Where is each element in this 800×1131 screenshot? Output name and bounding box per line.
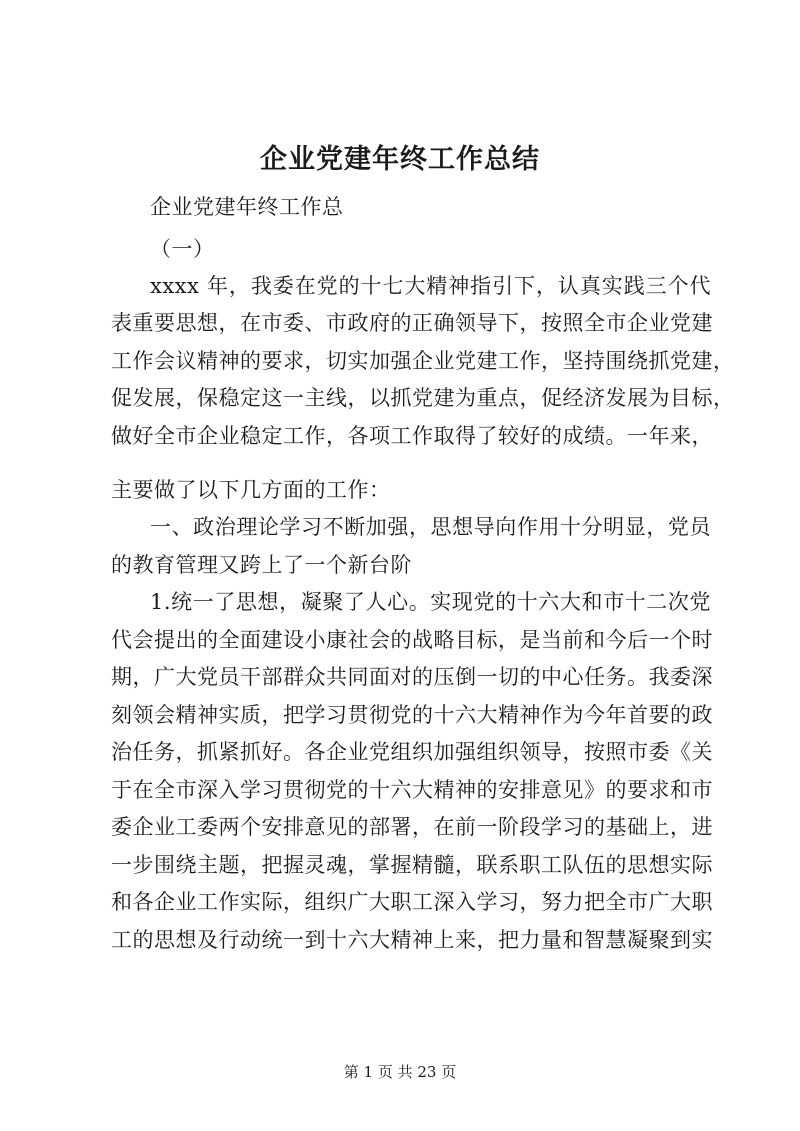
page-indicator: 第 1 页 共 23 页	[343, 1063, 457, 1081]
text-line: 工的思想及行动统一到十六大精神上来，把力量和智慧凝聚到实	[111, 928, 713, 952]
text-line: 表重要思想，在市委、市政府的正确领导下，按照全市企业党建	[111, 311, 713, 335]
text-line: 工作会议精神的要求，切实加强企业党建工作，坚持围绕抓党建，	[111, 349, 735, 373]
text-line: 做好全市企业稳定工作，各项工作取得了较好的成绩。一年来，	[111, 424, 713, 448]
text-line: 刻领会精神实质，把学习贯彻党的十六大精神作为今年首要的政	[111, 703, 713, 727]
text-line: 一、政治理论学习不断加强，思想导向作用十分明显，党员	[150, 515, 711, 539]
text-line: 和各企业工作实际，组织广大职工深入学习，努力把全市广大职	[111, 890, 713, 914]
text-line: 委企业工委两个安排意见的部署，在前一阶段学习的基础上，进	[111, 815, 713, 839]
text-line: 代会提出的全面建设小康社会的战略目标，是当前和今后一个时	[111, 628, 713, 652]
text-line: 于在全市深入学习贯彻党的十六大精神的安排意见》的要求和市	[111, 778, 713, 802]
text-line: 促发展，保稳定这一主线，以抓党建为重点，促经济发展为目标，	[111, 386, 735, 410]
text-line: xxxx 年，我委在党的十七大精神指引下，认真实践三个代	[150, 274, 711, 298]
text-line: 期，广大党员干部群众共同面对的压倒一切的中心任务。我委深	[111, 665, 713, 689]
document-title: 企业党建年终工作总结	[260, 144, 540, 175]
text-line: 一步围绕主题，把握灵魂，掌握精髓，联系职工队伍的思想实际	[111, 853, 713, 877]
text-line: 主要做了以下几方面的工作：	[111, 478, 391, 502]
text-line: 1.统一了思想，凝聚了人心。实现党的十六大和市十二次党	[150, 590, 711, 614]
text-line: 的教育管理又跨上了一个新台阶	[111, 553, 412, 577]
text-line: 企业党建年终工作总	[150, 195, 344, 219]
text-line: （一）	[150, 237, 215, 261]
text-line: 治任务，抓紧抓好。各企业党组织加强组织领导，按照市委《关	[111, 740, 713, 764]
